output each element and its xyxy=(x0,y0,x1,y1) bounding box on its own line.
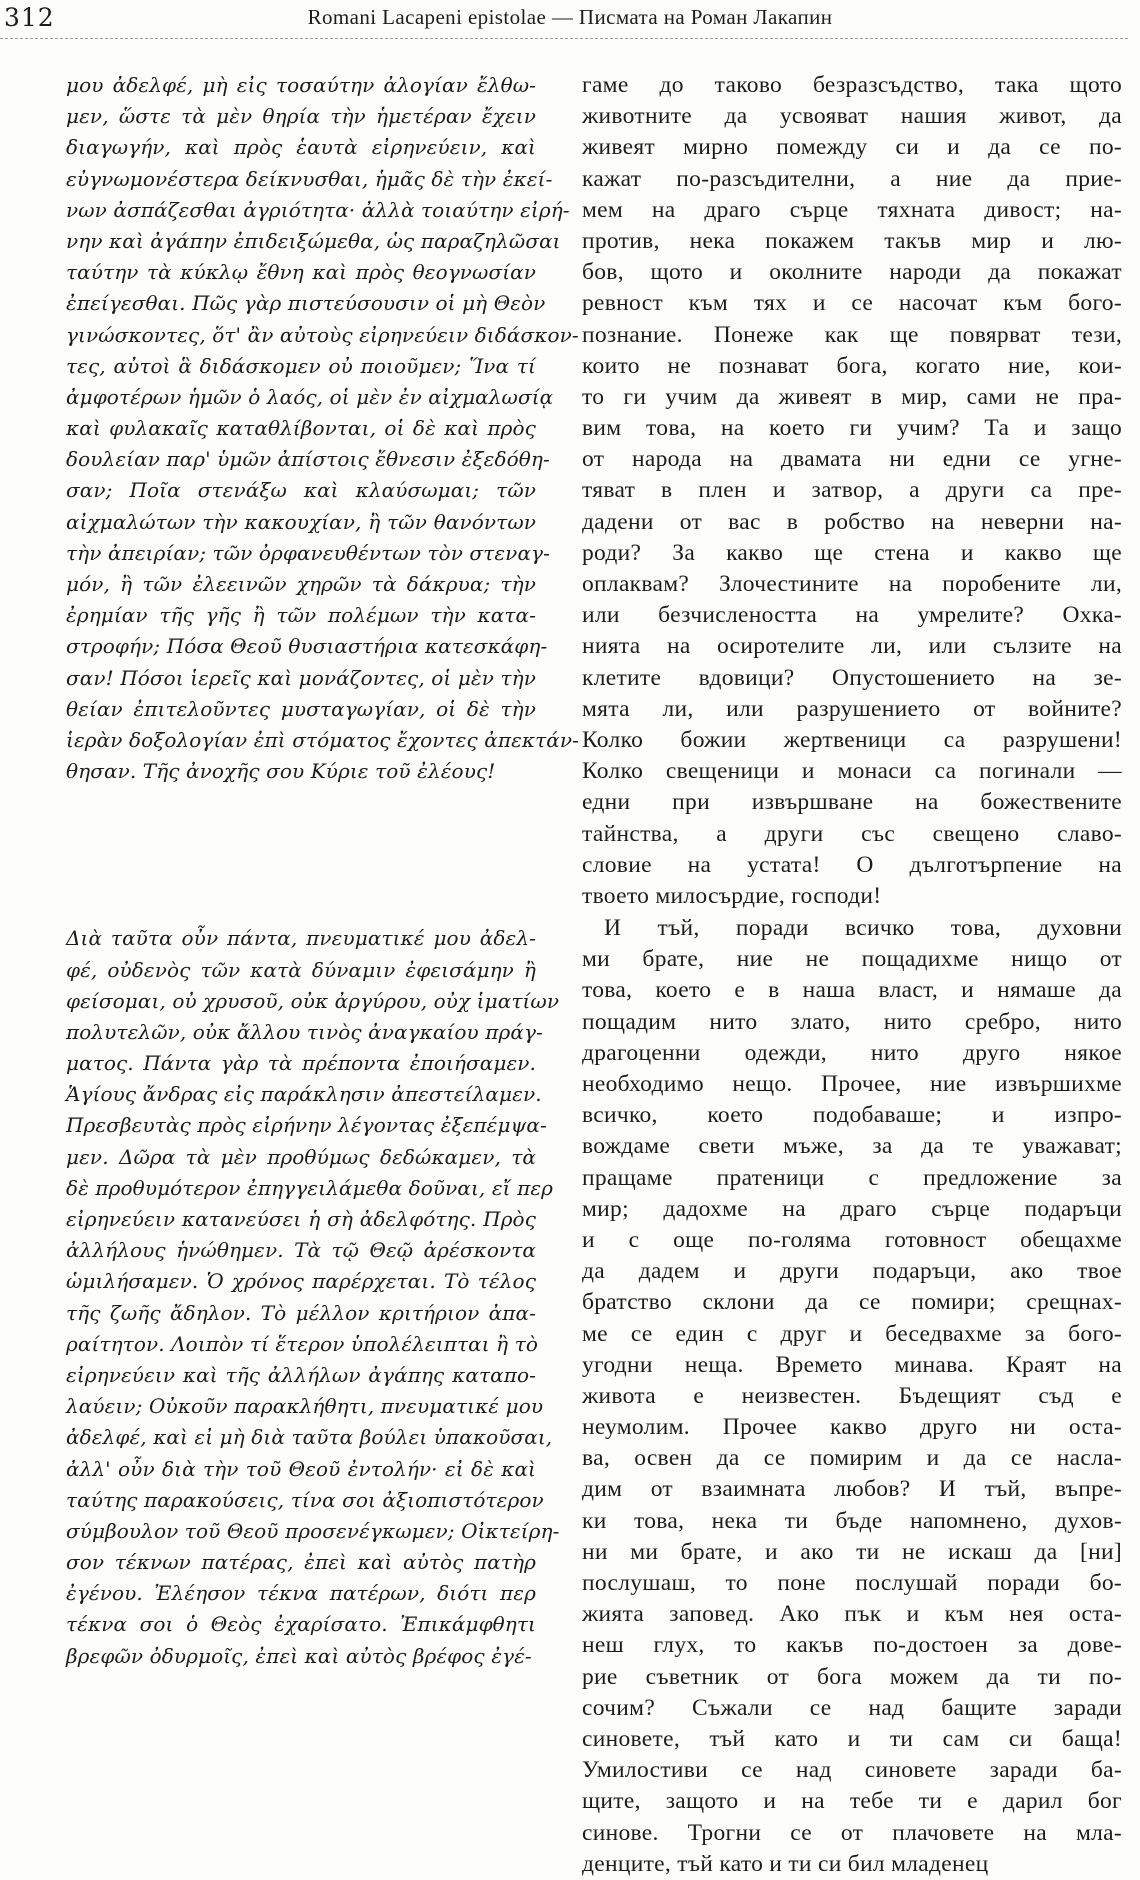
text-line: θησαν. Τῆς ἀνοχῆς σου Κύριε τοῦ ἐλέους! xyxy=(66,759,496,784)
text-line: и с още по-голяма готовност обещахме xyxy=(582,1226,1122,1253)
text-line: жията заповед. Ако пък и към нея оста- xyxy=(582,1601,1122,1628)
text-line: ἀλλ' οὖν διὰ τὴν τοῦ Θεοῦ ἐντολήν· εἰ δὲ καὶ xyxy=(66,1456,536,1481)
text-line: δὲ προθυμότερον ἐπηγγειλάμεθα δοῦναι, εἴ περ xyxy=(66,1175,554,1200)
text-line: ва, освен да се помирим и да се насла- xyxy=(582,1445,1122,1472)
text-line: νων ἀσπάζεσθαι ἀγριότητα· ἀλλὰ τοιαύτην εἰρή- xyxy=(66,197,570,222)
text-line: εἰρηνεύειν καὶ τῆς ἀλλήλων ἀγάπης καταπο- xyxy=(66,1362,536,1387)
text-line: И тъй, поради всичко това, духовни xyxy=(604,915,1122,942)
text-line: вождаме свети мъже, за да те уважават; xyxy=(582,1133,1122,1160)
header-rule xyxy=(0,38,1128,39)
text-line: необходимо нещо. Прочее, ние извършихме xyxy=(582,1071,1122,1097)
greek-paragraph xyxy=(66,70,580,787)
running-head xyxy=(0,0,1140,42)
text-line: които не познават бога, когато ние, кои- xyxy=(582,352,1122,379)
bulgarian-paragraph xyxy=(582,913,1122,1880)
text-line: сочим? Съжали се над бащите заради xyxy=(582,1694,1122,1721)
text-line: синове. Трогни се от плачовете на мла- xyxy=(582,1819,1122,1846)
bulgarian-column xyxy=(582,70,1122,1880)
text-line: бов, щото и околните народи да покажат xyxy=(582,259,1122,286)
text-line: Ἁγίους ἄνδρας εἰς παράκλησιν ἀπεστείλαμεν. xyxy=(66,1082,542,1107)
text-line: ἐπείγεσθαι. Πῶς γὰρ πιστεύσουσιν οἱ μὴ Θεὸν xyxy=(66,291,546,316)
text-line: щите, защото и на тебе ти е дарил бог xyxy=(582,1788,1122,1815)
text-line: неш глух, то какъв по-достоен за дове- xyxy=(582,1632,1122,1659)
text-line: στροφήν; Πόσα Θεοῦ θυσιαστήρια κατεσκάφη- xyxy=(66,634,548,659)
text-line: ἀδελφέ, καὶ εἰ μὴ διὰ ταῦτα βούλει ὑπακοῦσαι, xyxy=(66,1425,553,1450)
text-line: мир; дадохме на драго сърце подаръци xyxy=(582,1195,1122,1222)
text-line: нията на осиротелите ли, или сълзите на xyxy=(582,633,1122,660)
text-line: μεν. Δῶρα τὰ μὲν προθύμως δεδώκαμεν, τὰ xyxy=(66,1144,536,1169)
text-line: то ги учим да живеят в мир, сами не пра- xyxy=(582,383,1122,410)
text-line: ματος. Πάντα γὰρ τὰ πρέποντα ἐποιήσαμεν. xyxy=(66,1051,536,1076)
text-line: или безчислеността на умрелите? Охка- xyxy=(582,602,1122,629)
text-line: оплаквам? Злочестините на поробените ли, xyxy=(582,571,1122,597)
text-line: εὐγνωμονέστερα δείκνυσθαι, ἡμᾶς δὲ τὴν ἐκεί- xyxy=(66,166,553,191)
bulgarian-paragraph xyxy=(582,70,1122,912)
text-line: драгоценни одежди, нито друго някое xyxy=(582,1039,1122,1066)
text-line: дадени от вас в робство на неверни на- xyxy=(582,508,1122,535)
text-line: мем на драго сърце тяхната дивост; на- xyxy=(582,196,1122,223)
text-line: Колко божии жертвеници са разрушени! xyxy=(582,726,1122,753)
text-line: твоето милосърдие, господи! xyxy=(582,882,882,909)
text-line: φέ, οὐδενὸς τῶν κατὰ δύναμιν ἐφεισάμην ἢ xyxy=(66,957,536,982)
greek-column xyxy=(66,70,580,1672)
text-line: Πρεσβευτὰς πρὸς εἰρήνην λέγοντας ἐξεπέμψα- xyxy=(66,1113,547,1138)
text-line: това, което е в наша власт, и нямаше да xyxy=(582,977,1122,1004)
text-line: послушаш, то поне послушай поради бо- xyxy=(582,1570,1122,1596)
text-line: против, нека покажем такъв мир и лю- xyxy=(582,227,1122,254)
text-line: дим от взаимната любов? И тъй, въпре- xyxy=(582,1476,1122,1503)
text-line: роди? За какво ще стена и какво ще xyxy=(582,539,1122,566)
greek-paragraph xyxy=(66,923,560,1672)
text-line: ραίτητον. Λοιπὸν τί ἕτερον ὑπολέλειπται ἢ τὸ xyxy=(66,1331,539,1356)
text-line: неумолим. Прочее какво друго ни оста- xyxy=(582,1414,1122,1441)
text-line: Διὰ ταῦτα οὖν πάντα, πνευματικέ μου ἀδελ- xyxy=(66,926,536,951)
text-line: угодни неща. Времето минава. Краят на xyxy=(582,1351,1122,1378)
text-line: ἐρημίαν τῆς γῆς ἢ τῶν πολέμων τὴν κατα- xyxy=(66,603,536,628)
text-line: θείαν ἐπιτελοῦντες μυσταγωγίαν, οἱ δὲ τὴν xyxy=(66,696,536,721)
text-line: всичко, което подобаваше; и изпро- xyxy=(582,1102,1122,1129)
text-line: пощадим нито злато, нито сребро, нито xyxy=(582,1008,1122,1035)
text-line: братство склони да се помири; срещнах- xyxy=(582,1289,1122,1316)
text-line: βρεφῶν ὀδυρμοῖς, ἐπεὶ καὶ αὐτὸς βρέφος ἐγέ- xyxy=(66,1643,532,1668)
text-line: денците, тъй като и ти си бил младенец xyxy=(582,1850,989,1877)
text-line: ἀμφοτέρων ἡμῶν ὁ λαός, οἱ μὲν ἐν αἰχμαλωσίᾳ xyxy=(66,384,554,409)
text-line: рие съветник от бога можем да ти по- xyxy=(582,1663,1122,1690)
text-line: ки това, нека ти бъде напомнено, духов- xyxy=(582,1507,1122,1534)
text-line: едни при извършване на божествените xyxy=(582,789,1122,816)
text-line: кажат по-разсъдителни, а ние да прие- xyxy=(582,165,1122,192)
text-line: животните да усвояват нашия живот, да xyxy=(582,103,1122,130)
text-line: ἐγένου. Ἐλέησον τέκνα πατέρων, διότι περ xyxy=(66,1581,536,1606)
text-line: μεν, ὥστε τὰ μὲν θηρία τὴν ἡμετέραν ἔχειν xyxy=(66,104,536,129)
text-line: мята ли, или разрушението от войните? xyxy=(582,695,1122,722)
text-line: вим това, на което ги учим? Та и защо xyxy=(582,415,1122,442)
text-line: синовете, тъй като и ти сам си баща! xyxy=(582,1725,1122,1752)
text-line: Колко свещеници и монаси са погинали — xyxy=(582,758,1122,785)
text-line: живеят мирно помежду си и да се по- xyxy=(582,134,1122,161)
text-line: ταύτης παρακούσεις, τίνα σοι ἀξιοπιστότερον xyxy=(66,1487,544,1512)
text-line: μου ἀδελφέ, μὴ εἰς τοσαύτην ἀλογίαν ἔλθω- xyxy=(66,73,536,97)
text-line: φείσομαι, οὐ χρυσοῦ, οὐκ ἀργύρου, οὐχ ἱματίων xyxy=(66,988,560,1013)
text-line: ἀλλήλους ἡνώθημεν. Τὰ τῷ Θεῷ ἀρέσκοντα xyxy=(66,1238,536,1263)
text-line: τὴν ἀπειρίαν; τῶν ὀρφανευθέντων τὸν στεναγ- xyxy=(66,540,550,565)
text-line: διαγωγήν, καὶ πρὸς ἑαυτὰ εἰρηνεύειν, καὶ xyxy=(66,135,536,160)
text-line: Умилостиви се над синовете заради ба- xyxy=(582,1757,1122,1784)
text-line: тяват в плен и затвор, а други са пре- xyxy=(582,477,1122,504)
text-line: ἱερὰν δοξολογίαν ἐπὶ στόματος ἔχοντες ἀπεκτάν- xyxy=(66,727,580,752)
text-line: ταύτην τὰ κύκλῳ ἔθνη καὶ πρὸς θεογνωσίαν xyxy=(66,260,536,285)
text-line: ме се един с друг и беседвахме за бого- xyxy=(582,1320,1122,1347)
text-line: пращаме пратеници с предложение за xyxy=(582,1164,1122,1191)
text-line: τῆς ζωῆς ἄδηλον. Τὸ μέλλον κριτήριον ἀπα- xyxy=(66,1300,536,1325)
text-line: γινώσκοντες, ὅτ' ἂν αὐτοὺς εἰρηνεύειν διδάσκον- xyxy=(66,322,579,347)
text-line: δουλείαν παρ' ὑμῶν ἀπίστοις ἔθνεσιν ἐξεδόθη- xyxy=(66,447,550,472)
text-line: ревност към тях и се насочат към бого- xyxy=(582,290,1122,317)
text-line: καὶ φυλακαῖς καταθλίβονται, οἱ δὲ καὶ πρὸς xyxy=(66,416,536,441)
text-line: да дадем и други подаръци, ако твое xyxy=(582,1258,1122,1285)
page-number: 312 xyxy=(4,3,55,32)
text-line: σύμβουλον τοῦ Θεοῦ προσενέγκωμεν; Οἰκτείρη- xyxy=(66,1518,560,1543)
text-line: живота е неизвестен. Бъдещият съд е xyxy=(582,1382,1122,1409)
text-line: клетите вдовици? Опустошението на зе- xyxy=(582,664,1122,691)
paragraph-gap xyxy=(66,787,536,923)
text-line: ни ми брате, и ако ти не искаш да [ни] xyxy=(582,1538,1122,1565)
text-line: αἰχμαλώτων τὴν κακουχίαν, ἢ τῶν θανόντων xyxy=(66,509,536,534)
text-line: λαύειν; Οὐκοῦν παρακλήθητι, πνευματικέ μου xyxy=(66,1394,544,1419)
text-line: σαν! Πόσοι ἱερεῖς καὶ μονάζοντες, οἱ μὲν τὴν xyxy=(66,665,536,690)
text-line: τες, αὐτοὶ ἃ διδάσκομεν οὐ ποιοῦμεν; Ἵνα τί xyxy=(66,353,536,378)
text-line: гаме до таково безразсъдство, така щото xyxy=(582,72,1122,98)
text-line: от народа на двамата ни едни се угне- xyxy=(582,446,1122,473)
running-title: Romani Lacapeni epistolae — Писмата на Роман Лакапин xyxy=(307,5,833,29)
text-line: познание. Понеже как ще повярват тези, xyxy=(582,321,1122,348)
text-line: εἰρηνεύειν κατανεύσει ἡ σὴ ἀδελφότης. Πρὸς xyxy=(66,1207,536,1231)
text-line: σαν; Ποῖα στενάξω καὶ κλαύσωμαι; τῶν xyxy=(66,478,536,503)
text-line: тайнства, а други със свещено славо- xyxy=(582,820,1122,847)
text-line: τέκνα σοι ὁ Θεὸς ἐχαρίσατο. Ἐπικάμφθητι xyxy=(66,1612,536,1637)
text-line: σον τέκνων πατέρας, ἐπεὶ καὶ αὐτὸς πατὴρ xyxy=(66,1550,536,1575)
text-line: νην καὶ ἀγάπην ἐπιδειξώμεθα, ὡς παραζηλῶσαι xyxy=(66,228,561,253)
text-line: ὡμιλήσαμεν. Ὁ χρόνος παρέρχεται. Τὸ τέλος xyxy=(66,1269,536,1294)
text-line: πολυτελῶν, οὐκ ἄλλου τινὸς ἀναγκαίου πράγ- xyxy=(66,1019,543,1044)
text-line: μόν, ἢ τῶν ἐλεεινῶν χηρῶν τὰ δάκρυα; τὴν xyxy=(66,572,536,596)
text-line: ми брате, ние не пощадихме нищо от xyxy=(582,946,1122,973)
text-line: словие на устата! О дълготърпение на xyxy=(582,851,1122,878)
